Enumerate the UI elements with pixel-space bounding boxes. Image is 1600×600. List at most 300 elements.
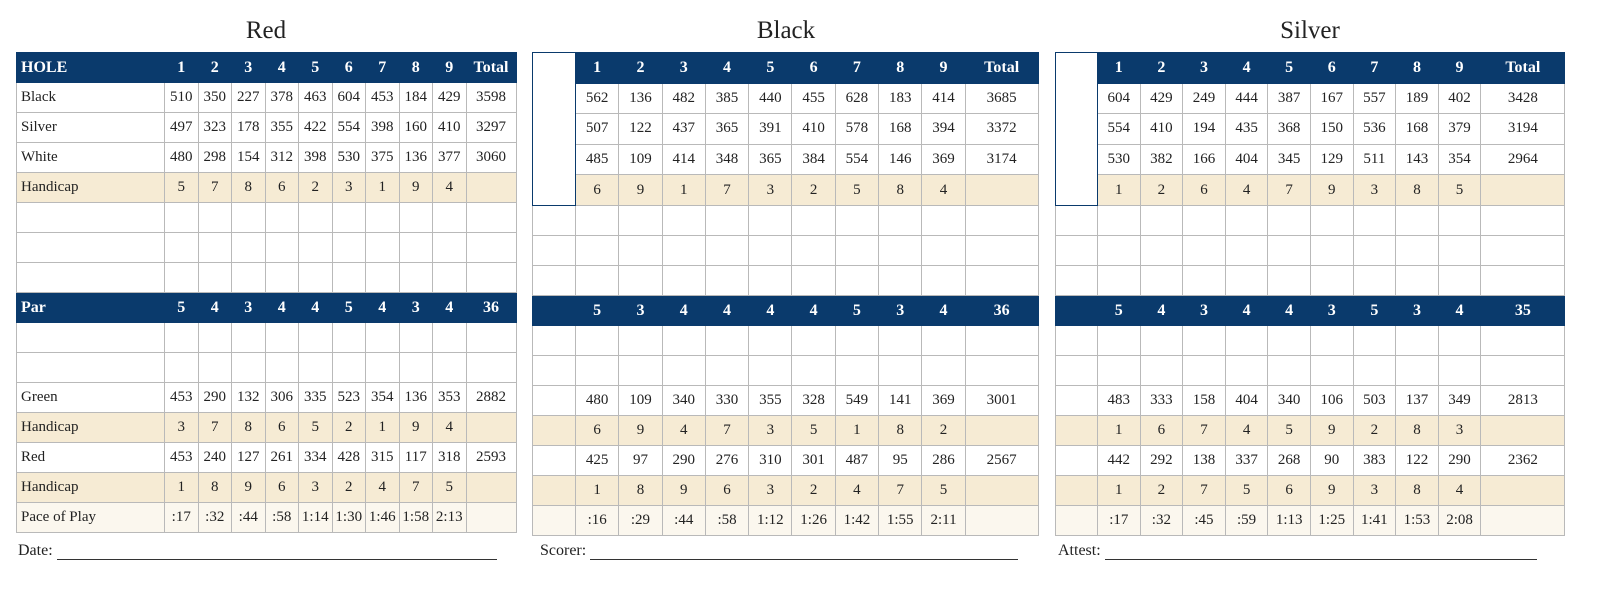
row-value: 398 [299,143,333,173]
score-cell[interactable] [749,356,792,386]
row-value: 4 [366,473,400,503]
score-cell[interactable] [662,326,705,356]
score-cell[interactable] [1225,356,1268,386]
row-total: 3428 [1481,83,1565,114]
score-cell[interactable] [1396,356,1439,386]
score-cell[interactable] [1098,206,1141,236]
score-cell[interactable] [1098,356,1141,386]
handicap-row [17,473,517,503]
score-cell[interactable] [835,266,878,296]
par-value: 3 [879,296,922,326]
row-label [1056,386,1098,416]
score-cell[interactable] [879,236,922,266]
initial-letter: I [550,66,558,83]
row-value: 5 [299,413,333,443]
score-cell[interactable] [332,203,366,233]
row-value: 6 [705,476,748,506]
par-value: 5 [1353,296,1396,326]
row-value: 2 [792,476,835,506]
score-cell[interactable] [619,206,662,236]
row-value: 8 [198,473,232,503]
row-value: 3 [1353,476,1396,506]
score-cell[interactable] [965,326,1038,356]
score-cell[interactable] [399,353,433,383]
score-cell[interactable] [1056,326,1098,356]
row-label [1056,476,1098,506]
score-cell[interactable] [792,356,835,386]
score-cell[interactable] [576,236,619,266]
par-value: 3 [232,293,266,323]
score-cell[interactable] [165,203,199,233]
score-cell[interactable] [835,326,878,356]
hole-header-row [533,53,1039,84]
row-value: 511 [1353,144,1396,175]
handicap-row [533,416,1039,446]
score-cell[interactable] [922,326,965,356]
score-cell[interactable] [1481,326,1565,356]
score-cell[interactable] [792,236,835,266]
initial-letter: I [1073,146,1080,163]
score-cell[interactable] [433,323,467,353]
initial-letter: A [548,166,560,183]
scorer-signature[interactable] [540,542,1035,560]
score-cell[interactable] [1353,356,1396,386]
score-cell[interactable] [619,266,662,296]
row-total [466,173,516,203]
score-cell[interactable] [299,203,333,233]
score-cell[interactable] [198,263,232,293]
score-entry-row [533,356,1039,386]
row-value: 1:41 [1353,506,1396,536]
row-value: :29 [619,506,662,536]
row-value: 5 [1225,476,1268,506]
score-cell[interactable] [332,353,366,383]
score-cell[interactable] [965,266,1038,296]
score-cell[interactable] [1056,356,1098,386]
row-value: 604 [1098,83,1141,114]
initial-letter: N [548,86,560,103]
pace-of-play-row [1056,506,1565,536]
score-cell[interactable] [1396,266,1439,296]
par-value: 4 [265,293,299,323]
row-value: 6 [265,173,299,203]
score-cell[interactable] [576,326,619,356]
score-cell[interactable] [1396,206,1439,236]
score-cell[interactable] [232,353,266,383]
row-value: 306 [265,383,299,413]
score-cell[interactable] [165,263,199,293]
row-total [1481,416,1565,446]
row-value: 168 [1396,114,1439,145]
row-value: 1 [1098,416,1141,446]
score-cell[interactable] [332,263,366,293]
initial-letter: L [548,186,560,203]
score-cell[interactable] [299,263,333,293]
score-cell[interactable] [533,356,576,386]
row-value: 453 [366,83,400,113]
score-cell[interactable] [366,203,400,233]
row-value: 414 [662,144,705,175]
score-cell[interactable] [232,233,266,263]
hole-number: 3 [1183,53,1226,84]
score-cell[interactable] [1140,206,1183,236]
hole-label: HOLE [17,53,165,83]
row-total [466,473,516,503]
score-cell[interactable] [619,356,662,386]
score-cell[interactable] [1353,326,1396,356]
row-value: 1:25 [1310,506,1353,536]
row-value: 480 [576,386,619,416]
score-cell[interactable] [232,263,266,293]
date-line[interactable] [57,559,497,560]
row-value: 483 [1098,386,1141,416]
scorecard-silver [1055,52,1565,536]
score-cell[interactable] [835,236,878,266]
yardage-row [1056,386,1565,416]
score-cell[interactable] [1183,356,1226,386]
hole-number: 4 [1225,53,1268,84]
score-cell[interactable] [1438,206,1481,236]
score-cell[interactable] [17,203,165,233]
score-cell[interactable] [662,236,705,266]
row-value: 146 [879,144,922,175]
row-label [1056,446,1098,476]
score-cell[interactable] [1056,206,1098,236]
score-cell[interactable] [165,353,199,383]
par-value: 4 [662,296,705,326]
row-value: 2:11 [922,506,965,536]
score-cell[interactable] [265,233,299,263]
score-cell[interactable] [705,326,748,356]
score-cell[interactable] [533,206,576,236]
row-value: 136 [619,83,662,114]
initial-letter: A [1070,166,1083,183]
score-entry-row [17,203,517,233]
attest-signature[interactable] [1058,542,1558,560]
row-value: 2 [1353,416,1396,446]
score-cell[interactable] [1438,326,1481,356]
par-total: 36 [965,296,1038,326]
score-cell[interactable] [1140,266,1183,296]
row-value: 2:08 [1438,506,1481,536]
score-cell[interactable] [705,206,748,236]
score-cell[interactable] [1268,326,1311,356]
attest-line[interactable] [1105,559,1537,560]
score-cell[interactable] [17,233,165,263]
score-cell[interactable] [533,326,576,356]
row-value: 485 [576,144,619,175]
row-value: 9 [232,473,266,503]
score-cell[interactable] [1098,266,1141,296]
score-cell[interactable] [299,323,333,353]
score-cell[interactable] [533,236,576,266]
row-value: 410 [433,113,467,143]
row-value: :17 [1098,506,1141,536]
score-cell[interactable] [1396,236,1439,266]
score-cell[interactable] [749,236,792,266]
row-value: 158 [1183,386,1226,416]
score-cell[interactable] [922,356,965,386]
score-cell[interactable] [433,353,467,383]
initial-column[interactable] [533,53,576,206]
yardage-row [17,383,517,413]
score-cell[interactable] [165,233,199,263]
score-cell[interactable] [749,206,792,236]
hole-number: 1 [165,53,199,83]
score-cell[interactable] [1268,266,1311,296]
row-value: 2 [332,473,366,503]
row-value: 6 [265,473,299,503]
row-value: 377 [433,143,467,173]
score-cell[interactable] [399,233,433,263]
score-cell[interactable] [879,266,922,296]
row-value: :45 [1183,506,1226,536]
score-cell[interactable] [332,323,366,353]
score-cell[interactable] [466,353,516,383]
score-cell[interactable] [576,356,619,386]
score-cell[interactable] [433,203,467,233]
score-cell[interactable] [1225,266,1268,296]
score-cell[interactable] [366,263,400,293]
score-cell[interactable] [265,263,299,293]
score-cell[interactable] [1183,266,1226,296]
row-value: 402 [1438,83,1481,114]
score-cell[interactable] [198,353,232,383]
score-cell[interactable] [198,203,232,233]
row-label [533,386,576,416]
score-cell[interactable] [399,263,433,293]
score-entry-row [533,326,1039,356]
score-cell[interactable] [835,356,878,386]
score-cell[interactable] [1353,236,1396,266]
score-cell[interactable] [576,206,619,236]
score-cell[interactable] [1098,236,1141,266]
score-cell[interactable] [1140,326,1183,356]
total-header: Total [965,53,1038,84]
score-cell[interactable] [879,356,922,386]
row-value: 355 [265,113,299,143]
hole-number: 6 [332,53,366,83]
score-cell[interactable] [1225,236,1268,266]
score-cell[interactable] [533,266,576,296]
score-cell[interactable] [1481,356,1565,386]
score-cell[interactable] [299,353,333,383]
row-value: 410 [1140,114,1183,145]
score-cell[interactable] [1310,206,1353,236]
score-cell[interactable] [792,206,835,236]
row-value: 340 [1268,386,1311,416]
row-label [1056,416,1098,446]
row-value: 455 [792,83,835,114]
score-cell[interactable] [1396,326,1439,356]
score-cell[interactable] [1310,266,1353,296]
score-cell[interactable] [1310,236,1353,266]
par-row [17,293,517,323]
row-value: :16 [576,506,619,536]
row-value: 440 [749,83,792,114]
score-cell[interactable] [1098,326,1141,356]
score-cell[interactable] [1183,326,1226,356]
score-cell[interactable] [922,266,965,296]
score-cell[interactable] [1481,206,1565,236]
score-cell[interactable] [705,356,748,386]
scorecard-table [16,52,517,533]
initial-column[interactable] [1056,53,1098,206]
score-cell[interactable] [399,203,433,233]
row-value: 353 [433,383,467,413]
score-cell[interactable] [792,266,835,296]
par-value: 5 [835,296,878,326]
score-cell[interactable] [198,233,232,263]
score-cell[interactable] [265,323,299,353]
scorer-label: Scorer: [540,542,587,559]
score-cell[interactable] [1225,326,1268,356]
score-cell[interactable] [433,263,467,293]
score-cell[interactable] [1183,236,1226,266]
row-value: 127 [232,443,266,473]
par-value: 4 [749,296,792,326]
yardage-row [1056,114,1565,145]
row-value: 109 [619,144,662,175]
score-cell[interactable] [1353,266,1396,296]
score-cell[interactable] [265,353,299,383]
row-value: 312 [265,143,299,173]
row-value: 154 [232,143,266,173]
score-cell[interactable] [965,356,1038,386]
score-cell[interactable] [835,206,878,236]
par-value: 4 [1225,296,1268,326]
score-cell[interactable] [1438,356,1481,386]
score-cell[interactable] [922,206,965,236]
total-header: Total [1481,53,1565,84]
row-value: 328 [792,386,835,416]
score-cell[interactable] [299,233,333,263]
score-cell[interactable] [366,233,400,263]
row-total [965,416,1038,446]
row-value: 523 [332,383,366,413]
score-cell[interactable] [1438,236,1481,266]
score-cell[interactable] [749,266,792,296]
score-cell[interactable] [1056,236,1098,266]
score-cell[interactable] [1353,206,1396,236]
row-value: 404 [1225,144,1268,175]
date-signature[interactable] [18,542,513,560]
score-cell[interactable] [198,323,232,353]
score-cell[interactable] [965,206,1038,236]
row-value: 3 [749,476,792,506]
row-value: :32 [1140,506,1183,536]
row-value: 7 [1183,416,1226,446]
score-cell[interactable] [466,323,516,353]
score-cell[interactable] [705,236,748,266]
par-value: 4 [922,296,965,326]
row-value: 375 [366,143,400,173]
score-cell[interactable] [1268,236,1311,266]
score-cell[interactable] [1310,356,1353,386]
row-value: 429 [1140,83,1183,114]
row-value: 1 [1098,175,1141,206]
score-cell[interactable] [879,206,922,236]
score-cell[interactable] [576,266,619,296]
row-value: 268 [1268,446,1311,476]
score-cell[interactable] [1310,326,1353,356]
score-cell[interactable] [965,236,1038,266]
score-cell[interactable] [17,263,165,293]
row-value: 8 [879,416,922,446]
row-value: 628 [835,83,878,114]
row-value: 9 [1310,476,1353,506]
row-value: 227 [232,83,266,113]
score-cell[interactable] [1183,206,1226,236]
par-value: 3 [1183,296,1226,326]
score-cell[interactable] [1481,266,1565,296]
score-cell[interactable] [662,356,705,386]
par-value: 3 [619,296,662,326]
row-value: 379 [1438,114,1481,145]
score-cell[interactable] [619,326,662,356]
yardage-row [533,114,1039,145]
row-value: 333 [1140,386,1183,416]
yardage-row [533,446,1039,476]
row-value: 136 [399,383,433,413]
score-cell[interactable] [265,203,299,233]
score-cell[interactable] [232,323,266,353]
row-value: 3 [749,175,792,206]
scorer-line[interactable] [590,559,1018,560]
score-cell[interactable] [1438,266,1481,296]
row-label: Handicap [17,413,165,443]
score-cell[interactable] [165,323,199,353]
score-cell[interactable] [792,326,835,356]
row-value: 345 [1268,144,1311,175]
score-cell[interactable] [433,233,467,263]
score-cell[interactable] [466,263,516,293]
score-cell[interactable] [1056,266,1098,296]
score-cell[interactable] [922,236,965,266]
score-cell[interactable] [1140,356,1183,386]
score-cell[interactable] [1140,236,1183,266]
score-cell[interactable] [232,203,266,233]
row-value: 122 [1396,446,1439,476]
hole-number: 8 [399,53,433,83]
score-cell[interactable] [749,326,792,356]
score-cell[interactable] [1268,356,1311,386]
score-cell[interactable] [1268,206,1311,236]
score-cell[interactable] [17,323,165,353]
score-cell[interactable] [332,233,366,263]
score-cell[interactable] [17,353,165,383]
row-value: 194 [1183,114,1226,145]
score-cell[interactable] [399,323,433,353]
score-cell[interactable] [366,323,400,353]
row-value: 3 [165,413,199,443]
score-cell[interactable] [466,233,516,263]
row-total: 2813 [1481,386,1565,416]
score-cell[interactable] [619,236,662,266]
score-cell[interactable] [1481,236,1565,266]
row-value: 414 [922,83,965,114]
row-value: 1:53 [1396,506,1439,536]
score-cell[interactable] [705,266,748,296]
score-cell[interactable] [662,206,705,236]
score-cell[interactable] [366,353,400,383]
score-cell[interactable] [1225,206,1268,236]
row-value: 365 [705,114,748,145]
score-cell[interactable] [466,203,516,233]
score-cell[interactable] [662,266,705,296]
score-cell[interactable] [879,326,922,356]
row-value: 4 [662,416,705,446]
